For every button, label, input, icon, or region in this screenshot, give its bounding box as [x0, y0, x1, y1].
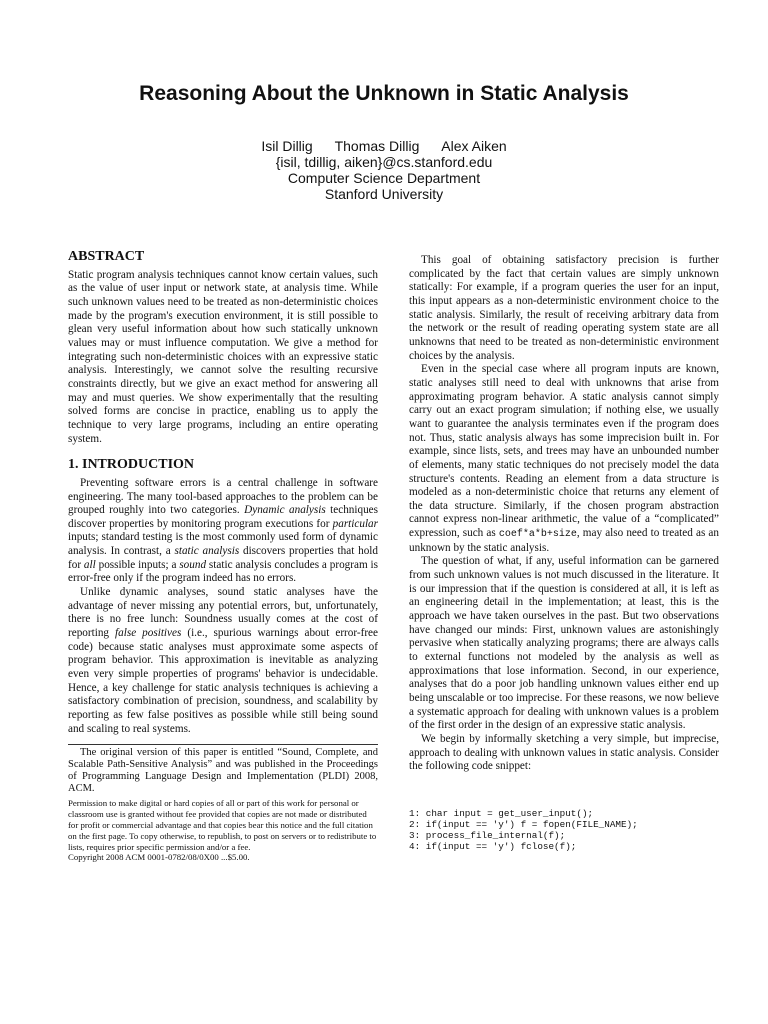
abstract-heading: ABSTRACT	[68, 249, 145, 264]
right-paragraph-1: This goal of obtaining satisfactory precision is further complicated by the fact that certain values are simply unknown statically: For example, if a program queries the user for an input, this input appears as a non-deterministic environment choice to the static analysis. Similarly, the result of receiving arbitrary data from the network or the result of reading operating system state are all unknowns that need to be treated as non-deterministic environment choices by the analysis.	[409, 254, 719, 362]
right-paragraph-3: The question of what, if any, useful information can be garnered from such unknown values is not much discussed in the literature. It is our impression that if the question is considered at all, it is left as an engineering detail in the implementation; at least, this is the approach we have taken ourselves in the past. But two observations have changed our minds: First, unknown values are astonishingly pervasive when statically analyzing programs; there are always calls to external functions not modeled by the analysis as well as approximations that lose information. Second, in our experience, analyses that do a poor job handling unknown values either end up being unscalable or too imprecise. For these reasons, we now believe a systematic approach for dealing with unknown values is a problem of the first order in the design of an expressive static analysis.	[409, 555, 719, 732]
author-name: Thomas Dillig	[334, 138, 420, 154]
code-snippet	[409, 808, 719, 852]
author-email: {isil, tdillig, aiken}@cs.stanford.edu	[275, 154, 493, 170]
code-line: 1: char input = get_user_input();	[409, 807, 594, 819]
right-paragraph-2: Even in the special case where all program inputs are known, static analyses still need to deal with unknowns that arise from approximating program behavior. A static analysis cannot simply carry out an exact program simulation; if nothing else, we usually want to guarantee the analysis terminates even if the program does not. Thus, static analysis always has some imprecision built in. For example, since lists, sets, and trees may have an unbounded number of elements, many static techniques do not precisely model the data structure's contents. Reading an element from a data structure is modeled as a non-deterministic choice that returns any element of the data structure. Similarly, if the chosen program abstraction cannot express non-linear arithmetic, the value of a “complicated” expression, such as coef*a*b+size, may also need to treated as an unknown by the static analysis.	[409, 363, 719, 554]
author-names	[0, 138, 768, 154]
copyright-line: Copyright 2008 ACM 0001-0782/08/0X00 ...$5.00.	[68, 852, 250, 863]
code-line: 2: if(input == 'y') f = fopen(FILE_NAME);	[409, 818, 638, 830]
paper-title: Reasoning About the Unknown in Static Analysis	[139, 82, 629, 105]
intro-paragraph-1: Preventing software errors is a central challenge in software engineering. The many tool-based approaches to the problem can be grouped roughly into two categories. Dynamic analysis techniques discover properties by monitoring program executions for particular inputs; standard testing is the most commonly used form of dynamic analysis. In contrast, a static analysis discovers properties that hold for all possible inputs; a sound static analysis concludes a program is error-free only if the program indeed has no errors.	[68, 476, 379, 585]
abstract-text: Static program analysis techniques cannot know certain values, such as the value of user input or network state, at analysis time. While such unknown values need to be treated as non-deterministic choices made by the program's execution environment, it is still possible to glean very useful information about how such statically unknown values may or must influence computation. We give a method for integrating such non-deterministic choices with an expressive static analysis. Interestingly, we cannot solve the resulting recursive constraints directly, but we give an exact method for answering all may and must queries. We show experimentally that the resulting solved forms are concise in practice, enabling us to apply the technique to very large programs, including an entire operating system.	[68, 268, 378, 445]
permission-notice: Permission to make digital or hard copies of all or part of this work for personal or classroom use is granted without fee provided that copies are not made or distributed for profit or commercial advantage and that copies bear this notice and the full citation on the first page. To copy otherwise, to republish, to post on servers or to redistribute to lists, requires prior specific permission and/or a fee. Copyright 2008 ACM 0001-0782/08/0X00 ...$5.00.	[68, 798, 377, 863]
author-name: Isil Dillig	[261, 138, 313, 154]
author-block	[0, 138, 768, 202]
code-line: 4: if(input == 'y') fclose(f);	[409, 840, 577, 852]
right-paragraph-4: We begin by informally sketching a very simple, but imprecise, approach to dealing with unknown values in static analysis. Consider the following code snippet:	[409, 732, 719, 773]
footnote: The original version of this paper is entitled “Sound, Complete, and Scalable Path-Sensitive Analysis” and was published in the Proceedings of Programming Language Design and Implementation (PLDI) 2008, ACM.	[68, 744, 378, 795]
left-column	[68, 250, 378, 863]
author-university: Stanford University	[324, 186, 444, 202]
right-column	[409, 254, 719, 852]
intro-heading: 1. INTRODUCTION	[68, 457, 195, 473]
intro-paragraph-2: Unlike dynamic analyses, sound static analyses have the advantage of never missing any potential errors, but, unfortunately, there is no free lunch: Soundness usually comes at the cost of reporting false positives (i.e., spurious warnings about error-free code) because static analyses must approximate some aspects of program behavior. This approximation is inevitable as analyzing even very simple properties of programs' behavior is undecidable. Hence, a key challenge for static analysis techniques is achieving a satisfactory combination of precision, soundness, and scalability by reporting as few false positives as possible while still being sound and scaling to real systems.	[68, 586, 378, 735]
author-department: Computer Science Department	[287, 170, 481, 186]
author-name: Alex Aiken	[441, 138, 507, 154]
inline-code: coef*a*b+size	[498, 529, 577, 541]
code-line: 3: process_file_internal(f);	[409, 829, 566, 841]
